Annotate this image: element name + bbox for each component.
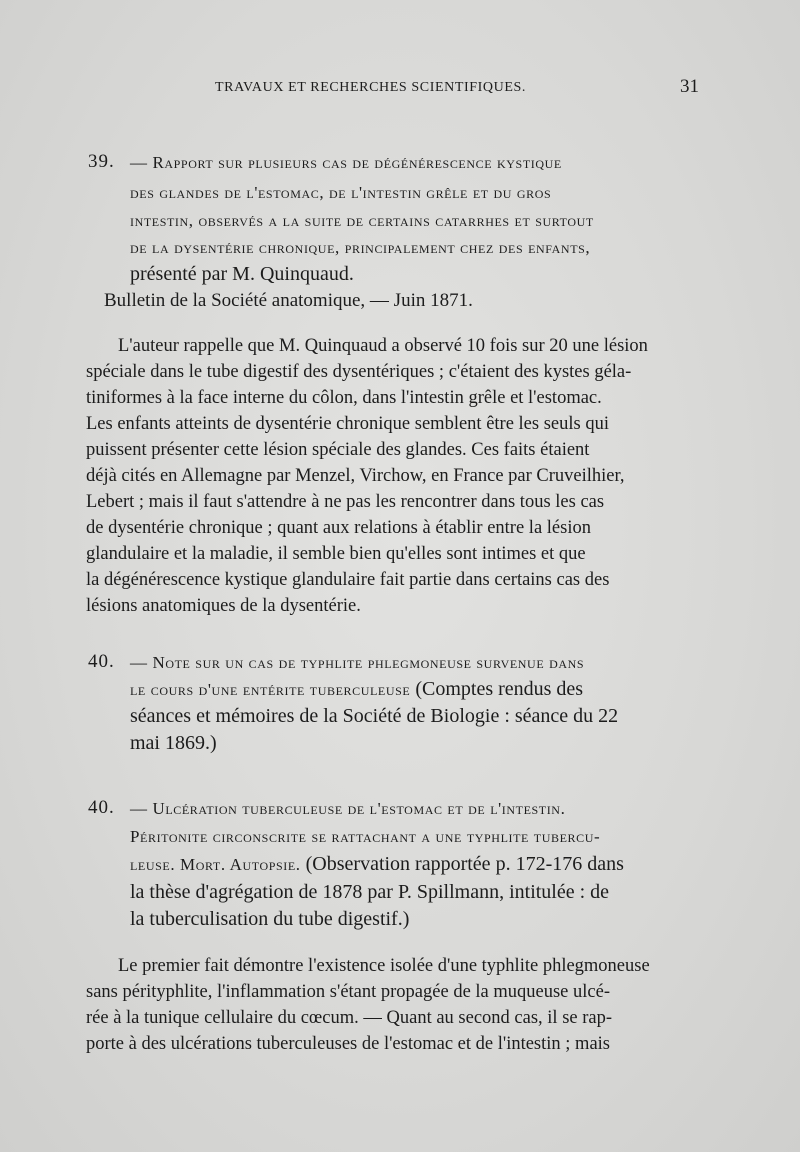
paragraph-line: Lebert ; mais il faut s'attendre à ne pas les rencontrer dans tous les cas: [86, 492, 605, 512]
paragraph-line: L'auteur rappelle que M. Quinquaud a observé 10 fois sur 20 une lésion: [118, 336, 648, 356]
entry-title-line: mai 1869.): [130, 732, 217, 754]
paragraph-line: lésions anatomiques de la dysentérie.: [86, 596, 361, 616]
paragraph-line: spéciale dans le tube digestif des dysentériques ; c'étaient des kystes géla-: [86, 362, 632, 382]
entry-title-line: intestin, observés a la suite de certains catarrhes et surtout: [130, 211, 594, 230]
paragraph-line: porte à des ulcérations tuberculeuses de l'estomac et de l'intestin ; mais: [86, 1034, 610, 1054]
entry-title-line: séances et mémoires de la Société de Biologie : séance du 22: [130, 705, 619, 727]
entry-number: 39.: [88, 151, 115, 172]
entry-title-line: [130, 677, 583, 702]
paragraph-line: glandulaire et la maladie, il semble bien qu'elles sont intimes et que: [86, 544, 586, 564]
source-citation: Bulletin de la Société anatomique, — Juin 1871.: [104, 290, 473, 311]
entry-title-line: — Rapport sur plusieurs cas de dégénérescence kystique: [130, 153, 562, 172]
paragraph-line: déjà cités en Allemagne par Menzel, Virchow, en France par Cruveilhier,: [86, 466, 625, 486]
entry-title-line: — Ulcération tuberculeuse de l'estomac et de l'intestin.: [130, 799, 566, 818]
presented-by: présenté par M. Quinquaud.: [130, 263, 354, 285]
entry-title-rest: (Comptes rendus des: [410, 678, 584, 700]
paragraph-line: puissent présenter cette lésion spéciale des glandes. Ces faits étaient: [86, 440, 590, 460]
paragraph-line: sans pérityphlite, l'inflammation s'étant propagée de la muqueuse ulcé-: [86, 982, 610, 1002]
paragraph-line: de dysentérie chronique ; quant aux relations à établir entre la lésion: [86, 518, 591, 538]
entry-title-line: de la dysentérie chronique, principalement chez des enfants,: [130, 238, 591, 257]
entry-title-smallcaps: le cours d'une entérite tuberculeuse: [130, 680, 411, 699]
paragraph-line: rée à la tunique cellulaire du cœcum. — Quant au second cas, il se rap-: [86, 1008, 613, 1028]
page-number: 31: [680, 76, 699, 97]
entry-title-line: la tuberculisation du tube digestif.): [130, 908, 410, 930]
entry-title-rest: (Observation rapportée p. 172-176 dans: [300, 853, 624, 875]
running-header: TRAVAUX ET RECHERCHES SCIENTIFIQUES.: [215, 80, 526, 95]
entry-title-line: — Note sur un cas de typhlite phlegmoneuse survenue dans: [130, 653, 585, 672]
entry-title-line: des glandes de l'estomac, de l'intestin grêle et du gros: [130, 183, 552, 202]
entry-title-line: [130, 852, 624, 877]
entry-title-smallcaps: leuse. Mort. Autopsie.: [130, 855, 301, 874]
paragraph-line: Le premier fait démontre l'existence isolée d'une typhlite phlegmoneuse: [118, 956, 650, 976]
entry-title-line: la thèse d'agrégation de 1878 par P. Spillmann, intitulée : de: [130, 881, 610, 903]
paragraph-line: Les enfants atteints de dysentérie chronique semblent être les seuls qui: [86, 414, 609, 434]
entry-title-line: Péritonite circonscrite se rattachant a une typhlite tubercu-: [130, 827, 601, 846]
entry-number: 40.: [88, 797, 115, 818]
paragraph-line: la dégénérescence kystique glandulaire fait partie dans certains cas des: [86, 570, 610, 590]
entry-number: 40.: [88, 651, 115, 672]
paragraph-line: tiniformes à la face interne du côlon, dans l'intestin grêle et l'estomac.: [86, 388, 602, 408]
